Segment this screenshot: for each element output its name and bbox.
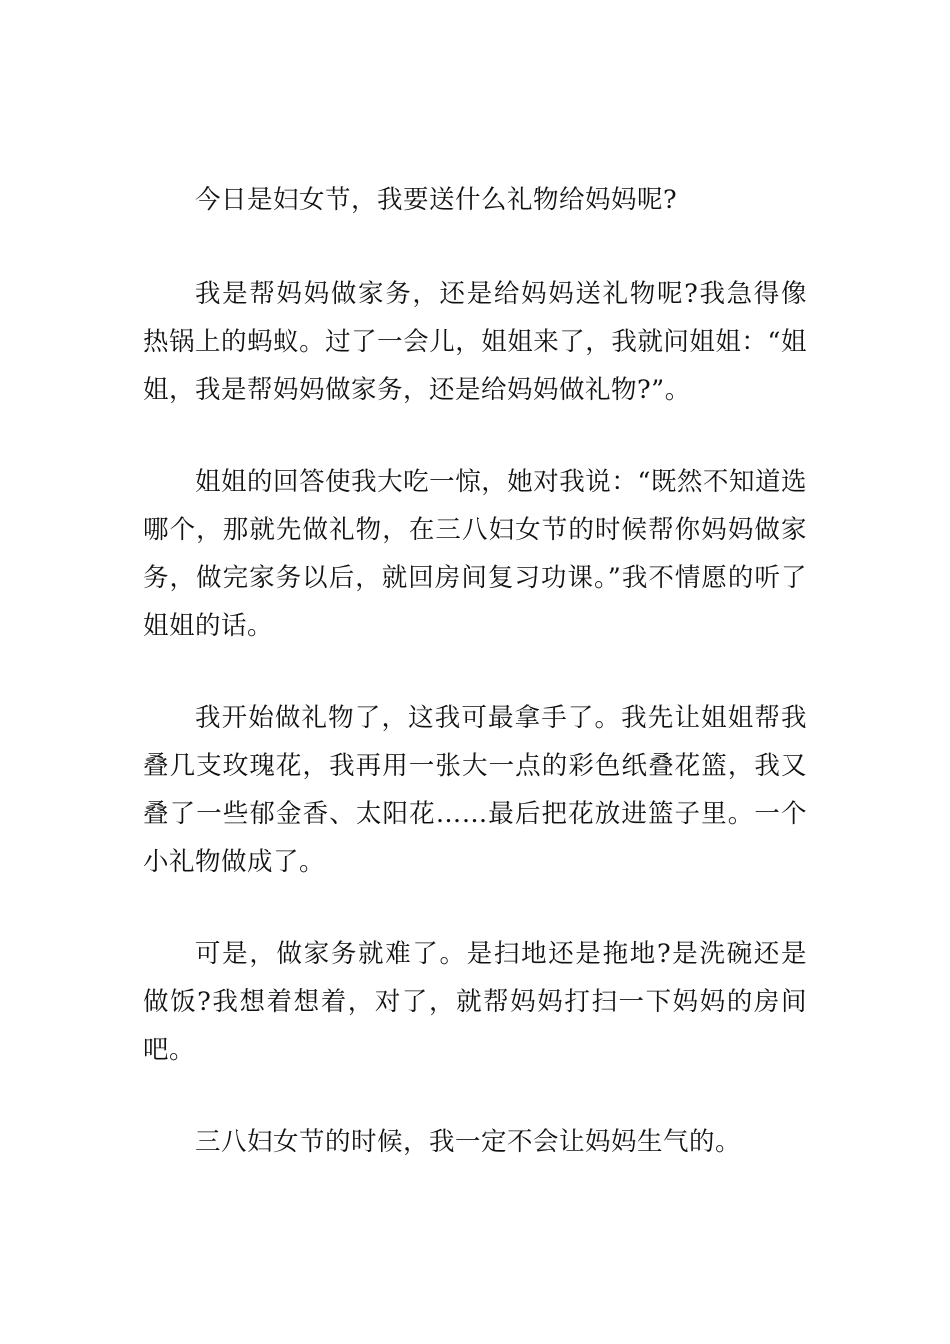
document-body [143,176,807,1166]
paragraph-2: 我是帮妈妈做家务，还是给妈妈送礼物呢?我急得像热锅上的蚂蚁。过了一会儿，姐姐来了，我就问姐姐：“姐姐，我是帮妈妈做家务，还是给妈妈做礼物?”。 [143,279,807,405]
paragraph-4: 我开始做礼物了，这我可最拿手了。我先让姐姐帮我叠几支玫瑰花，我再用一张大一点的彩色纸叠花篮，我又叠了一些郁金香、太阳花……最后把花放进篮子里。一个小礼物做成了。 [143,703,807,877]
paragraph-1: 今日是妇女节，我要送什么礼物给妈妈呢? [195,185,678,215]
paragraph-6: 三八妇女节的时候，我一定不会让妈妈生气的。 [195,1127,742,1157]
paragraph-5: 可是，做家务就难了。是扫地还是拖地?是洗碗还是做饭?我想着想着，对了，就帮妈妈打扫一下妈妈的房间吧。 [143,939,807,1065]
paragraph-3: 姐姐的回答使我大吃一惊，她对我说：“既然不知道选哪个，那就先做礼物，在三八妇女节的时候帮你妈妈做家务，做完家务以后，就回房间复习功课。”我不情愿的听了姐姐的话。 [143,467,807,641]
